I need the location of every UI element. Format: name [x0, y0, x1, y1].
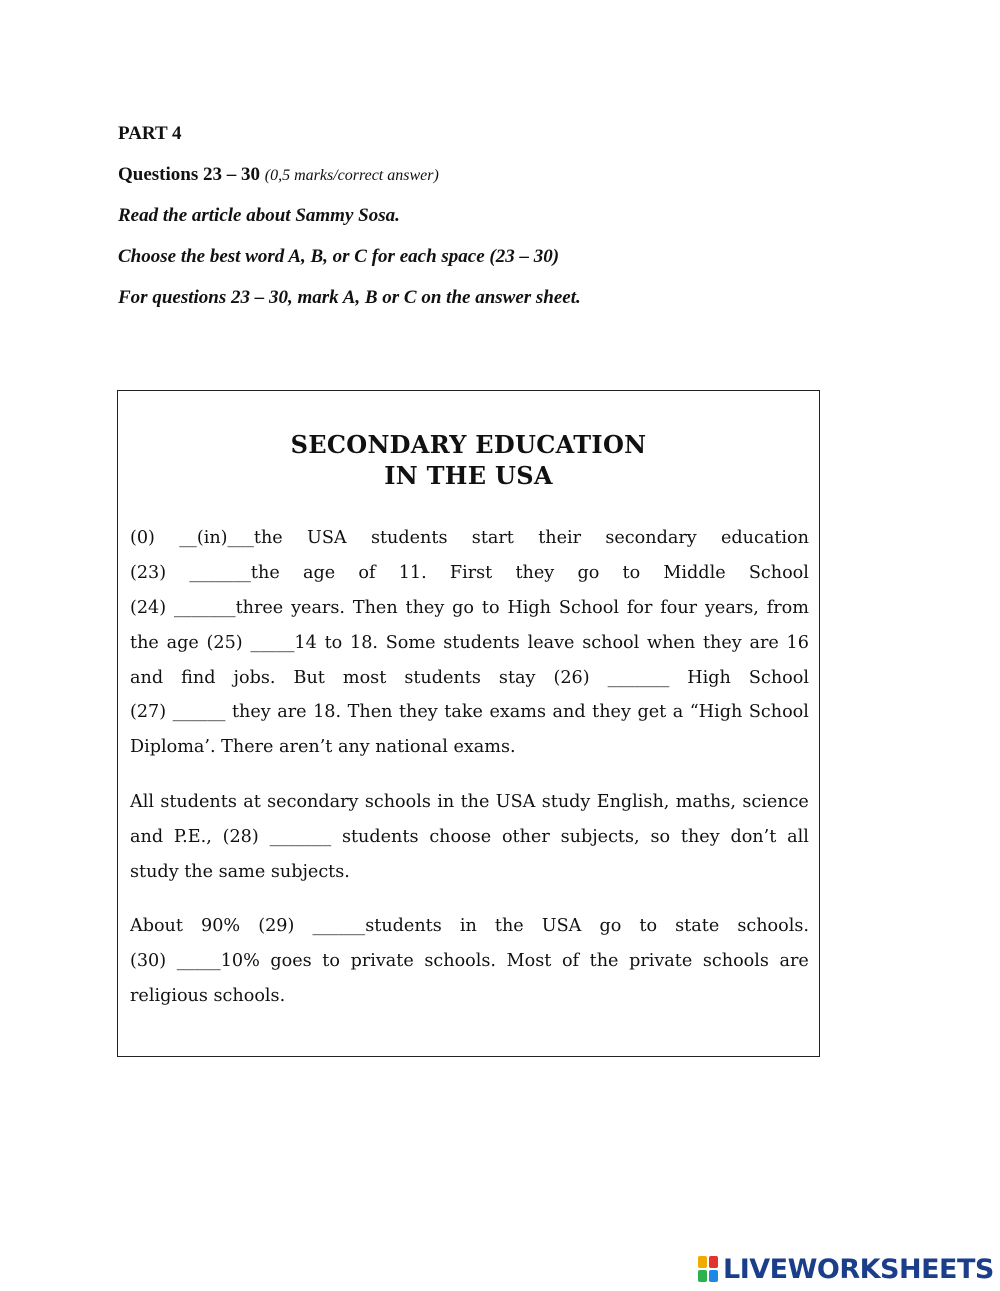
word: School — [558, 597, 619, 618]
word: _______three — [174, 597, 284, 618]
word: students — [160, 792, 237, 812]
paragraph-line — [130, 820, 809, 855]
word: find — [181, 667, 216, 688]
word: for — [626, 597, 653, 618]
word: leave — [527, 632, 575, 653]
word: other — [501, 826, 550, 847]
word: to — [322, 950, 340, 971]
word: High — [687, 667, 731, 688]
word: USA — [541, 916, 582, 936]
questions-range: Questions 23 – 30 — [118, 164, 260, 185]
word: in — [459, 916, 477, 936]
word: take — [444, 702, 483, 723]
word: the — [589, 950, 619, 971]
part-heading: PART 4 — [118, 123, 182, 144]
logo-text: LIVEWORKSHEETS — [723, 1253, 994, 1285]
liveworksheets-logo[interactable] — [698, 1254, 994, 1284]
word: at — [243, 792, 261, 812]
word: __(in)___the — [179, 528, 283, 548]
questions-heading — [118, 165, 581, 185]
word: and — [130, 826, 164, 847]
word: years, — [704, 597, 759, 618]
word: schools. — [424, 950, 497, 971]
word: (27) — [130, 702, 167, 723]
word: _______the — [189, 562, 280, 583]
word: the — [130, 632, 159, 653]
word: they — [592, 702, 631, 723]
word: go — [577, 562, 600, 583]
word: they — [702, 632, 742, 653]
word: _____10% — [176, 950, 260, 971]
article-paragraph-3 — [130, 909, 809, 1014]
paragraph-line — [130, 695, 809, 730]
word: to — [639, 916, 658, 936]
word: stay — [498, 667, 536, 688]
word: (26) — [553, 667, 590, 688]
word: students — [404, 667, 481, 688]
paragraph-line: study the same subjects. — [130, 861, 350, 882]
word: school — [582, 632, 640, 653]
paragraph-line — [130, 785, 809, 820]
word: All — [130, 792, 154, 812]
word: go — [452, 597, 475, 618]
word: High — [507, 597, 552, 618]
word: secondary — [267, 792, 359, 812]
word: Then — [347, 702, 393, 723]
marks-note: (0,5 marks/correct answer) — [264, 167, 439, 184]
word: Middle — [663, 562, 726, 583]
word: Some — [385, 632, 436, 653]
word: they — [405, 597, 445, 618]
word: from — [766, 597, 809, 618]
word: schools — [364, 792, 431, 812]
word: USA — [307, 528, 347, 548]
word: But — [293, 667, 325, 688]
word: exams — [489, 702, 546, 723]
word: (29) — [258, 916, 295, 936]
word: and — [552, 702, 586, 723]
article-paragraph-1 — [130, 521, 809, 765]
paragraph-line — [130, 521, 809, 556]
word: the — [460, 792, 490, 812]
paragraph-line — [130, 556, 809, 591]
word: ______students — [312, 916, 442, 936]
word: their — [538, 528, 582, 548]
word: 18. — [350, 632, 378, 653]
word: students — [370, 528, 448, 548]
word: secondary — [605, 528, 697, 548]
word: to — [481, 597, 500, 618]
word: private — [629, 950, 693, 971]
word: School — [748, 702, 809, 723]
paragraph-line: religious schools. — [130, 985, 286, 1006]
word: “High — [689, 702, 743, 723]
word: School — [748, 667, 809, 688]
word: when — [647, 632, 696, 653]
article-paragraph-2 — [130, 785, 809, 890]
word: School — [748, 562, 809, 583]
article-title-line-2: IN THE USA — [384, 461, 553, 490]
word: age — [302, 562, 336, 583]
word: (0) — [130, 528, 155, 548]
word: maths, — [675, 792, 736, 812]
word: _______ — [269, 826, 332, 847]
word: 18. — [313, 702, 342, 723]
word: ______ — [172, 702, 226, 723]
word: to — [324, 632, 343, 653]
word: schools — [702, 950, 769, 971]
instruction-choose: Choose the best word A, B, or C for each space (23 – 30) — [118, 246, 560, 267]
word: get — [637, 702, 667, 723]
word: are — [779, 950, 809, 971]
word: (24) — [130, 597, 167, 618]
word: the — [494, 916, 524, 936]
word: (25) — [206, 632, 243, 653]
word: don’t — [730, 826, 777, 847]
word: in — [437, 792, 455, 812]
paragraph-line — [130, 591, 809, 626]
word: subjects, — [560, 826, 640, 847]
word: _____14 — [250, 632, 317, 653]
word: _______ — [607, 667, 670, 688]
word: they — [515, 562, 555, 583]
word: are — [277, 702, 307, 723]
word: (30) — [130, 950, 167, 971]
paragraph-line — [130, 944, 809, 979]
word: of — [358, 562, 376, 583]
word: jobs. — [233, 667, 276, 688]
word: students — [443, 632, 520, 653]
word: goes — [270, 950, 312, 971]
paragraph-line: Diploma’. There aren’t any national exams. — [130, 737, 516, 758]
word: Then — [352, 597, 398, 618]
article-title — [118, 429, 819, 491]
word: schools. — [737, 916, 809, 936]
word: 11. — [398, 562, 427, 583]
article-box — [117, 390, 820, 1057]
word: age — [166, 632, 199, 653]
paragraph-line — [130, 661, 809, 696]
word: of — [561, 950, 580, 971]
word: science — [742, 792, 809, 812]
word: USA — [495, 792, 536, 812]
word: they — [680, 826, 720, 847]
instruction-read: Read the article about Sammy Sosa. — [118, 205, 400, 226]
word: private — [350, 950, 414, 971]
word: choose — [429, 826, 492, 847]
paragraph-line — [130, 626, 809, 661]
word: study — [541, 792, 591, 812]
word: P.E., — [173, 826, 212, 847]
article-title-line-1: SECONDARY EDUCATION — [290, 430, 647, 459]
word: most — [342, 667, 387, 688]
word: state — [675, 916, 720, 936]
word: Most — [506, 950, 552, 971]
word: and — [130, 667, 164, 688]
word: 90% — [201, 916, 241, 936]
word: they — [398, 702, 438, 723]
word: start — [471, 528, 514, 548]
word: students — [341, 826, 419, 847]
instruction-mark: For questions 23 – 30, mark A, B or C on the answer sheet. — [118, 287, 581, 308]
word: four — [660, 597, 698, 618]
liveworksheets-logo-icon — [698, 1256, 720, 1282]
word: years. — [291, 597, 345, 618]
word: (28) — [222, 826, 259, 847]
word: education — [721, 528, 809, 548]
word: so — [650, 826, 671, 847]
word: First — [449, 562, 493, 583]
word: a — [672, 702, 684, 723]
instructions-header — [118, 124, 581, 329]
word: they — [231, 702, 271, 723]
paragraph-line — [130, 909, 809, 944]
word: are — [749, 632, 779, 653]
word: (23) — [130, 562, 167, 583]
word: go — [599, 916, 622, 936]
word: to — [622, 562, 641, 583]
word: 16 — [786, 632, 809, 653]
word: About — [130, 916, 183, 936]
word: all — [787, 826, 809, 847]
word: English, — [596, 792, 670, 812]
